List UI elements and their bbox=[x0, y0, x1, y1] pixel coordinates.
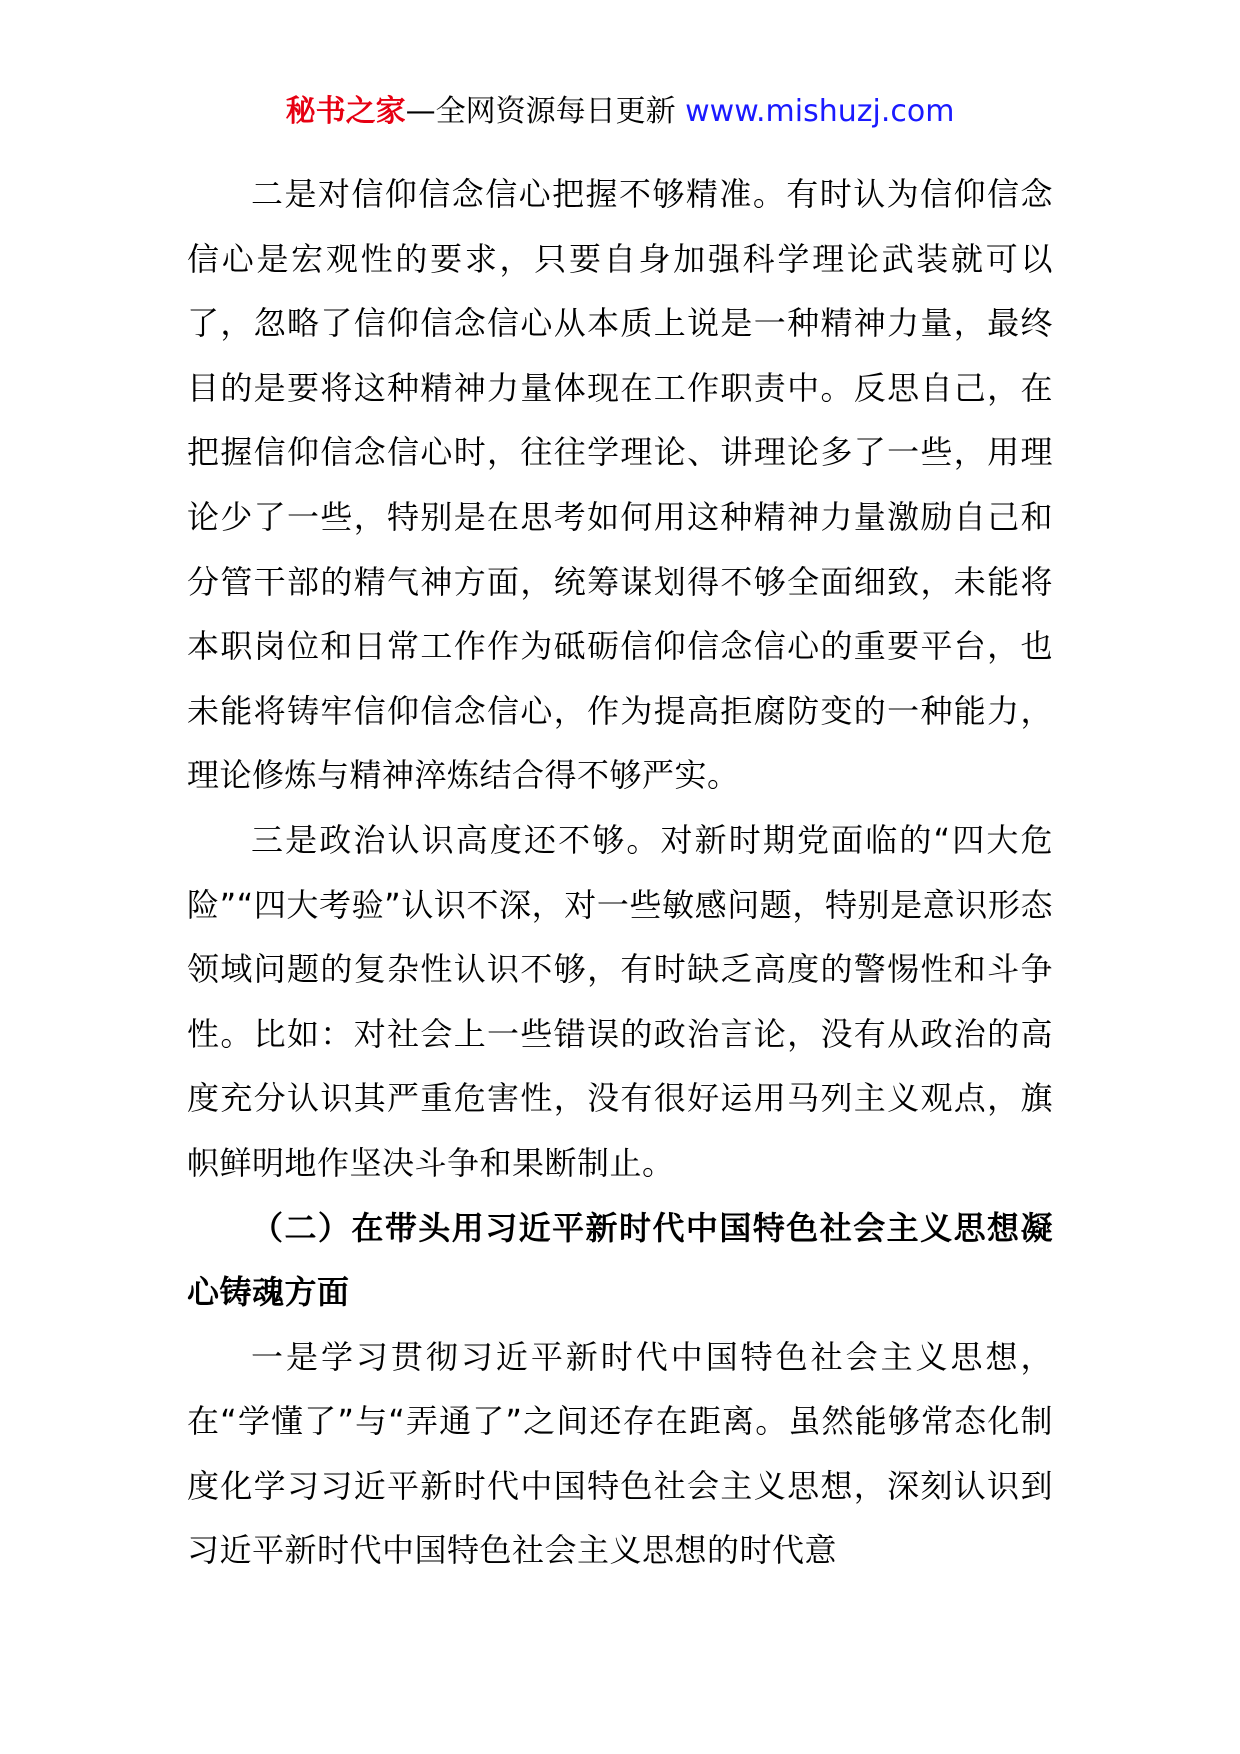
header-tagline: —全网资源每日更新 bbox=[405, 94, 686, 129]
document-body bbox=[187, 162, 1053, 1583]
brand-name: 秘书之家 bbox=[285, 94, 406, 129]
site-url-link[interactable]: www.mishuzj.com bbox=[685, 94, 955, 129]
body-paragraph: 二是对信仰信念信心把握不够精准。有时认为信仰信念信心是宏观性的要求，只要自身加强科学理论武装就可以了，忽略了信仰信念信心从本质上说是一种精神力量，最终目的是要将这种精神力量体现在工作职责中。反思自己，在把握信仰信念信心时，往往学理论、讲理论多了一些，用理论少了一些，特别是在思考如何用这种精神力量激励自己和分管干部的精气神方面，统筹谋划得不够全面细致，未能将本职岗位和日常工作作为砥砺信仰信念信心的重要平台，也未能将铸牢信仰信念信心，作为提高拒腐防变的一种能力，理论修炼与精神淬炼结合得不够严实。 bbox=[187, 175, 1053, 795]
page-header bbox=[0, 92, 1240, 132]
section-heading: （二）在带头用习近平新时代中国特色社会主义思想凝心铸魂方面 bbox=[187, 1208, 1053, 1312]
body-paragraph: 一是学习贯彻习近平新时代中国特色社会主义思想，在“学懂了”与“弄通了”之间还存在距离。虽然能够常态化制度化学习习近平新时代中国特色社会主义思想，深刻认识到习近平新时代中国特色社会主义思想的时代意 bbox=[187, 1337, 1053, 1570]
body-paragraph: 三是政治认识高度还不够。对新时期党面临的“四大危险”“四大考验”认识不深，对一些敏感问题，特别是意识形态领域问题的复杂性认识不够，有时缺乏高度的警惕性和斗争性。比如：对社会上一些错误的政治言论，没有从政治的高度充分认识其严重危害性，没有很好运用马列主义观点，旗帜鲜明地作坚决斗争和果断制止。 bbox=[187, 820, 1053, 1182]
